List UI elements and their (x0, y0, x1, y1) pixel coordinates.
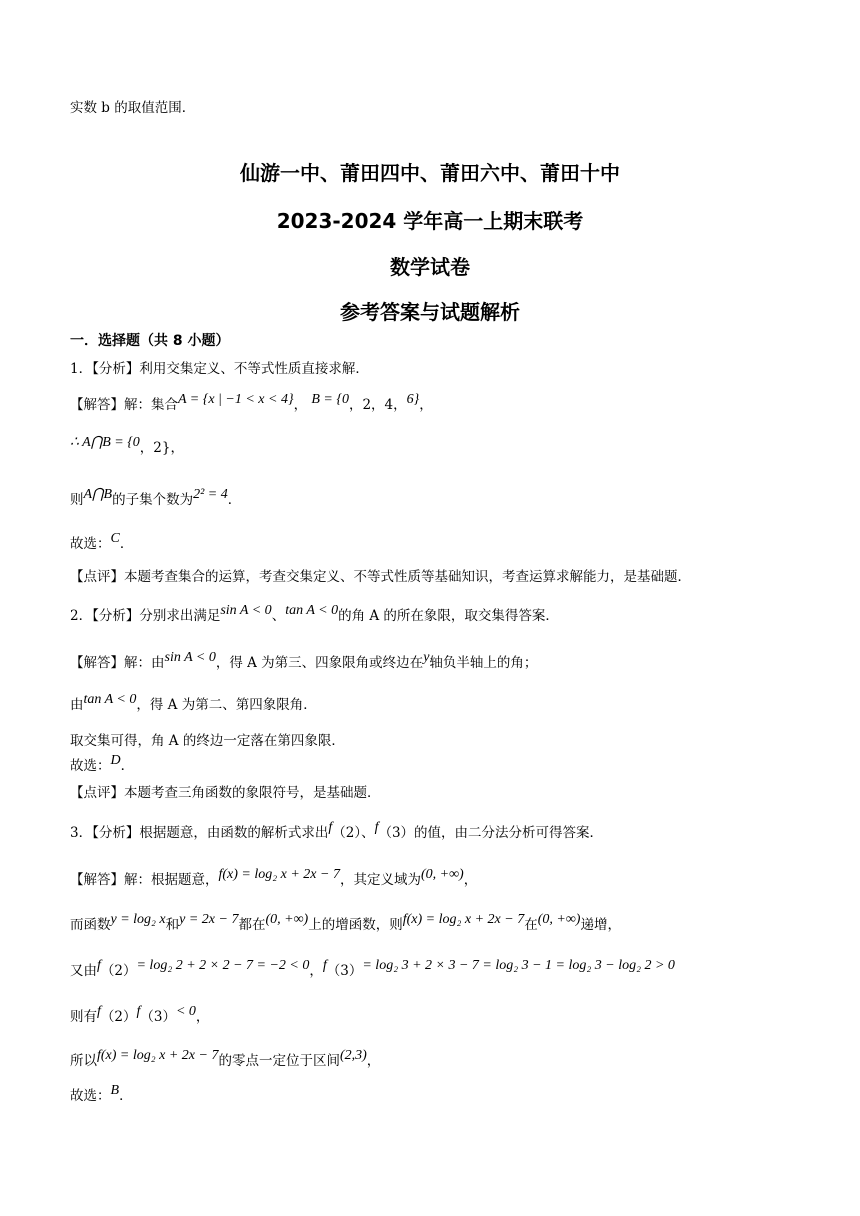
f-symbol-2: f (374, 820, 379, 835)
q2-choice-label: 故选： (70, 758, 111, 774)
q3-increasing: 上的增函数，则 (308, 917, 403, 933)
linear-function: y = 2x − 7 (179, 912, 239, 927)
q1-answer: C (110, 531, 120, 546)
q3-solution (70, 867, 478, 890)
q3-func-label: 而函数 (70, 917, 111, 933)
q3-comma2: ， (195, 1009, 210, 1025)
q3-comma: ， (463, 872, 478, 888)
q3-zero (70, 1048, 381, 1071)
q2-intersect: 取交集可得，角 A 的终边一定落在第四象限． (70, 733, 345, 749)
set-b-formula: B = {0 (311, 392, 349, 407)
y-axis-symbol: y (423, 650, 430, 665)
q3-analysis (70, 820, 604, 843)
function-formula: f(x) = log₂ x + 2x − 7 (218, 867, 340, 882)
q1-comma: ， (293, 397, 308, 413)
set-b-items: ，2，4， (348, 397, 407, 413)
function-formula-2: f(x) = log₂ x + 2x − 7 (402, 912, 525, 927)
q1-comma2: ， (419, 397, 433, 413)
f-symbol-6: f (136, 1004, 141, 1019)
q3-choice-label: 故选： (70, 1088, 111, 1104)
domain-formula: (0, +∞) (420, 867, 464, 882)
q2-choice (70, 753, 135, 776)
q1-choice-end: ． (119, 536, 134, 552)
sin-condition: sin A < 0 (220, 603, 272, 618)
q2-tan-text: ，得 A 为第二、第四象限角． (136, 697, 317, 713)
q3-product (70, 1004, 210, 1027)
answer-title: 参考答案与试题解析 (340, 300, 520, 324)
product-lt: < 0 (175, 1004, 196, 1019)
domain-formula-2: (0, +∞) (265, 912, 309, 927)
exam-title: 2023-2024 学年高一上期末联考 (276, 209, 584, 233)
q3-sep: ， (309, 963, 323, 979)
q1-solution (70, 392, 433, 415)
intersection-rest: ，2}， (139, 440, 184, 456)
q1-subset-text: 的子集个数为 (112, 492, 194, 508)
q3-monotone (70, 912, 621, 935)
q1-period: ． (227, 492, 242, 508)
q3-choice (70, 1083, 133, 1106)
q1-intersection (70, 435, 184, 458)
domain-formula-3: (0, +∞) (537, 912, 581, 927)
school-title: 仙游一中、莆田四中、莆田六中、莆田十中 (240, 161, 620, 185)
q2-solution (70, 650, 538, 673)
q1-subset-count (70, 487, 242, 510)
q1-choice-label: 故选： (70, 536, 111, 552)
q3-comma3: ， (366, 1053, 381, 1069)
q2-sep: 、 (271, 608, 286, 624)
q3-domain-text: ，其定义域为 (339, 872, 421, 888)
q3-arg2b: （2） (100, 1009, 137, 1025)
section-heading: 一．选择题（共 8 小题） (70, 333, 230, 349)
q2-sol-label: 【解答】解：由 (70, 655, 165, 671)
q3-increasing-end: 递增， (580, 917, 621, 933)
intersection-formula: ∴ A⋂B = {0 (70, 435, 140, 450)
q3-arg2: （2） (100, 963, 137, 979)
f-symbol: f (328, 820, 333, 835)
q2-review: 【点评】本题考查三角函数的象限符号，是基础题． (70, 785, 381, 801)
q1-analysis: 1．【分析】利用交集定义、不等式性质直接求解． (70, 361, 369, 377)
set-a-formula: A = {x | −1 < x < 4} (178, 392, 294, 407)
interval-formula: (2,3) (339, 1048, 367, 1063)
q2-analysis-rest: 的角 A 的所在象限，取交集得答案． (338, 608, 559, 624)
q3-in: 在 (524, 917, 538, 933)
q1-review: 【点评】本题考查集合的运算，考查交集定义、不等式性质等基础知识，考查运算求解能力，是基础题． (70, 569, 691, 585)
q3-sol-label: 【解答】解：根据题意， (70, 872, 219, 888)
q1-sol-label: 【解答】解：集合 (70, 397, 178, 413)
q3-analysis-label: 3．【分析】根据题意，由函数的解析式求出 (70, 825, 329, 841)
f-symbol-5: f (97, 1004, 101, 1019)
intersection-symbol: A⋂B (83, 487, 113, 502)
f3-value: = log₂ 3 + 2 × 3 − 7 = log₂ 3 − 1 = log₂ 3 − log₂ 2 > 0 (362, 958, 675, 973)
intro-fragment: 实数 b 的取值范围． (70, 100, 196, 116)
q3-f3: （3）的值，由二分法分析可得答案． (378, 825, 604, 841)
power-formula: 2² = 4 (193, 487, 228, 502)
sin-condition-2: sin A < 0 (164, 650, 216, 665)
q2-answer: D (110, 753, 121, 768)
q3-so: 所以 (70, 1053, 97, 1069)
q3-values (70, 958, 675, 981)
log-function: y = log₂ x (110, 912, 166, 927)
q1-then: 则 (70, 492, 84, 508)
q2-tan-line (70, 692, 317, 715)
q3-zero-text: 的零点一定位于区间 (218, 1053, 340, 1069)
f-symbol-4: f (322, 958, 327, 973)
q2-sol-text: ，得 A 为第三、四象限角或终边在 (215, 655, 424, 671)
q2-analysis (70, 603, 559, 626)
q3-arg3b: （3） (140, 1009, 176, 1025)
q3-also: 又由 (70, 963, 97, 979)
q2-sol-text-2: 轴负半轴上的角； (429, 655, 538, 671)
subject-title: 数学试卷 (390, 255, 470, 279)
q3-arg3: （3） (326, 963, 363, 979)
q2-from: 由 (70, 697, 84, 713)
tan-condition-2: tan A < 0 (83, 692, 137, 707)
function-formula-3: f(x) = log₂ x + 2x − 7 (97, 1048, 219, 1063)
set-b-end: 6} (406, 392, 420, 407)
tan-condition: tan A < 0 (285, 603, 339, 618)
q3-both: 都在 (238, 917, 266, 933)
q3-answer: B (110, 1083, 120, 1098)
q2-analysis-label: 2．【分析】分别求出满足 (70, 608, 221, 624)
f-symbol-3: f (97, 958, 101, 973)
q3-and: 和 (165, 917, 180, 933)
q1-choice (70, 531, 134, 554)
q3-choice-end: ． (119, 1088, 133, 1104)
q3-have: 则有 (70, 1009, 97, 1025)
f2-value: = log₂ 2 + 2 × 2 − 7 = −2 < 0 (136, 958, 310, 973)
q3-f2: （2）、 (332, 825, 375, 841)
q2-choice-end: ． (120, 758, 135, 774)
